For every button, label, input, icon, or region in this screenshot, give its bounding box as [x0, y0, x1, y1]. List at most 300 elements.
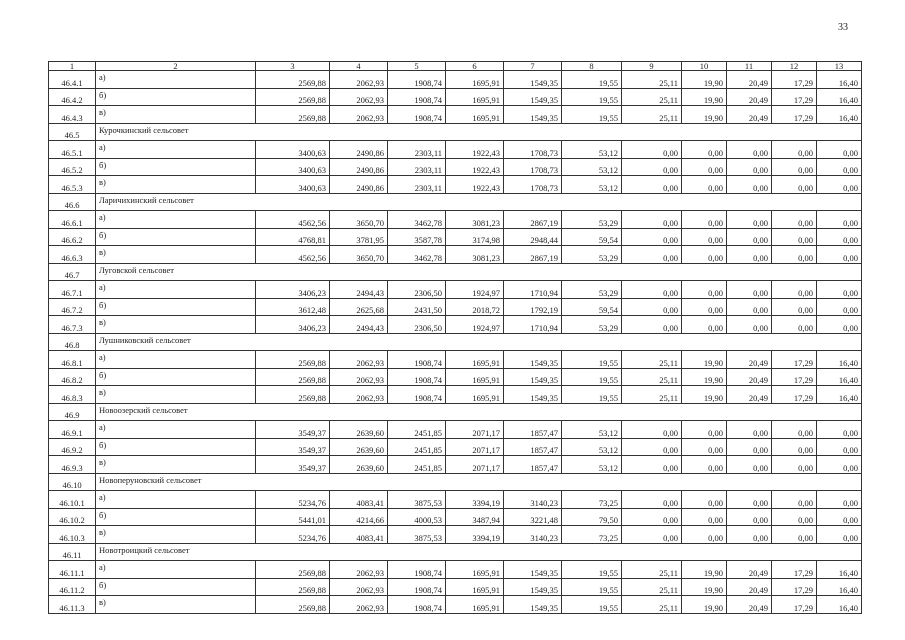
value-cell: 17,29: [772, 106, 817, 124]
section-row: [49, 543, 862, 561]
section-row: [49, 123, 862, 141]
value-cell: 2062,93: [330, 88, 388, 106]
section-id: 46.8: [49, 333, 96, 351]
value-cell: 0,00: [622, 491, 682, 509]
value-cell: 3587,78: [388, 228, 446, 246]
column-number-header: 9: [622, 62, 682, 71]
value-cell: 53,12: [562, 456, 622, 474]
row-id: 46.11.2: [49, 578, 96, 596]
value-cell: 53,29: [562, 211, 622, 229]
value-cell: 0,00: [682, 176, 727, 194]
value-cell: 19,55: [562, 351, 622, 369]
table-row: [49, 456, 862, 474]
value-cell: 1695,91: [446, 368, 504, 386]
table-row: [49, 351, 862, 369]
value-cell: 3081,23: [446, 246, 504, 264]
value-cell: 2451,85: [388, 438, 446, 456]
value-cell: 1922,43: [446, 141, 504, 159]
value-cell: 16,40: [817, 106, 862, 124]
value-cell: 1695,91: [446, 71, 504, 89]
value-cell: 17,29: [772, 386, 817, 404]
value-cell: 2306,50: [388, 281, 446, 299]
value-cell: 1908,74: [388, 88, 446, 106]
value-cell: 0,00: [622, 158, 682, 176]
row-id: 46.4.2: [49, 88, 96, 106]
value-cell: 2303,11: [388, 176, 446, 194]
row-id: 46.9.3: [49, 456, 96, 474]
value-cell: 16,40: [817, 368, 862, 386]
value-cell: 1695,91: [446, 88, 504, 106]
column-number-header: 1: [49, 62, 96, 71]
value-cell: 19,55: [562, 386, 622, 404]
value-cell: 0,00: [622, 228, 682, 246]
value-cell: 59,54: [562, 228, 622, 246]
row-label: б): [96, 158, 256, 176]
section-title: Новоперуновский сельсовет: [96, 473, 862, 491]
value-cell: 1908,74: [388, 596, 446, 614]
value-cell: 0,00: [817, 316, 862, 334]
value-cell: 16,40: [817, 578, 862, 596]
value-cell: 2431,50: [388, 298, 446, 316]
value-cell: 4214,66: [330, 508, 388, 526]
value-cell: 3406,23: [256, 281, 330, 299]
row-id: 46.6.1: [49, 211, 96, 229]
row-id: 46.10.2: [49, 508, 96, 526]
value-cell: 53,12: [562, 438, 622, 456]
row-id: 46.5.3: [49, 176, 96, 194]
value-cell: 4083,41: [330, 526, 388, 544]
section-id: 46.10: [49, 473, 96, 491]
value-cell: 0,00: [772, 281, 817, 299]
value-cell: 1695,91: [446, 596, 504, 614]
value-cell: 3174,98: [446, 228, 504, 246]
value-cell: 0,00: [682, 491, 727, 509]
table-row: [49, 438, 862, 456]
row-id: 46.6.3: [49, 246, 96, 264]
row-label: б): [96, 228, 256, 246]
value-cell: 1708,73: [504, 176, 562, 194]
row-label: а): [96, 71, 256, 89]
value-cell: 2490,86: [330, 141, 388, 159]
value-cell: 1549,35: [504, 578, 562, 596]
row-id: 46.5.1: [49, 141, 96, 159]
value-cell: 1908,74: [388, 368, 446, 386]
value-cell: 19,55: [562, 561, 622, 579]
column-number-header: 13: [817, 62, 862, 71]
table-row: [49, 106, 862, 124]
value-cell: 2948,44: [504, 228, 562, 246]
value-cell: 2639,60: [330, 456, 388, 474]
value-cell: 0,00: [817, 456, 862, 474]
row-id: 46.11.1: [49, 561, 96, 579]
value-cell: 4083,41: [330, 491, 388, 509]
table-row: [49, 141, 862, 159]
value-cell: 0,00: [772, 228, 817, 246]
value-cell: 0,00: [817, 211, 862, 229]
value-cell: 19,90: [682, 386, 727, 404]
value-cell: 2071,17: [446, 421, 504, 439]
value-cell: 25,11: [622, 578, 682, 596]
value-cell: 19,90: [682, 351, 727, 369]
value-cell: 2303,11: [388, 141, 446, 159]
value-cell: 19,55: [562, 596, 622, 614]
value-cell: 3549,37: [256, 438, 330, 456]
value-cell: 3781,95: [330, 228, 388, 246]
value-cell: 0,00: [727, 316, 772, 334]
value-cell: 4562,56: [256, 211, 330, 229]
value-cell: 0,00: [772, 508, 817, 526]
row-label: б): [96, 368, 256, 386]
value-cell: 2306,50: [388, 316, 446, 334]
value-cell: 0,00: [682, 508, 727, 526]
value-cell: 0,00: [622, 456, 682, 474]
value-cell: 53,12: [562, 176, 622, 194]
value-cell: 3875,53: [388, 491, 446, 509]
value-cell: 1708,73: [504, 141, 562, 159]
value-cell: 1857,47: [504, 438, 562, 456]
value-cell: 0,00: [682, 141, 727, 159]
value-cell: 3462,78: [388, 211, 446, 229]
value-cell: 16,40: [817, 596, 862, 614]
value-cell: 25,11: [622, 561, 682, 579]
value-cell: 20,49: [727, 71, 772, 89]
value-cell: 0,00: [682, 158, 727, 176]
value-cell: 16,40: [817, 88, 862, 106]
value-cell: 0,00: [682, 281, 727, 299]
row-id: 46.4.1: [49, 71, 96, 89]
value-cell: 2569,88: [256, 561, 330, 579]
table-row: [49, 386, 862, 404]
value-cell: 53,29: [562, 281, 622, 299]
value-cell: 0,00: [817, 228, 862, 246]
row-id: 46.7.3: [49, 316, 96, 334]
value-cell: 0,00: [727, 228, 772, 246]
section-title: Лушниковский сельсовет: [96, 333, 862, 351]
row-id: 46.8.1: [49, 351, 96, 369]
value-cell: 1695,91: [446, 106, 504, 124]
section-row: [49, 193, 862, 211]
section-row: [49, 333, 862, 351]
value-cell: 0,00: [727, 421, 772, 439]
value-cell: 25,11: [622, 386, 682, 404]
value-cell: 3140,23: [504, 526, 562, 544]
value-cell: 0,00: [622, 141, 682, 159]
row-label: в): [96, 176, 256, 194]
value-cell: 2569,88: [256, 386, 330, 404]
value-cell: 0,00: [622, 438, 682, 456]
value-cell: 25,11: [622, 596, 682, 614]
column-number-header: 8: [562, 62, 622, 71]
value-cell: 0,00: [622, 298, 682, 316]
section-id: 46.5: [49, 123, 96, 141]
value-cell: 5234,76: [256, 526, 330, 544]
table-row: [49, 421, 862, 439]
value-cell: 0,00: [622, 176, 682, 194]
value-cell: 17,29: [772, 71, 817, 89]
value-cell: 1924,97: [446, 281, 504, 299]
table-header-row: [49, 62, 862, 71]
value-cell: 1908,74: [388, 386, 446, 404]
value-cell: 3221,48: [504, 508, 562, 526]
page-number: 33: [838, 22, 848, 33]
table-row: [49, 578, 862, 596]
value-cell: 0,00: [772, 421, 817, 439]
value-cell: 25,11: [622, 71, 682, 89]
value-cell: 0,00: [727, 211, 772, 229]
value-cell: 19,55: [562, 71, 622, 89]
value-cell: 20,49: [727, 351, 772, 369]
row-id: 46.4.3: [49, 106, 96, 124]
section-id: 46.6: [49, 193, 96, 211]
row-label: б): [96, 88, 256, 106]
row-label: а): [96, 351, 256, 369]
value-cell: 2062,93: [330, 578, 388, 596]
value-cell: 0,00: [727, 456, 772, 474]
value-cell: 3400,63: [256, 141, 330, 159]
row-id: 46.5.2: [49, 158, 96, 176]
value-cell: 73,25: [562, 491, 622, 509]
value-cell: 19,90: [682, 561, 727, 579]
value-cell: 1695,91: [446, 386, 504, 404]
value-cell: 2569,88: [256, 368, 330, 386]
value-cell: 2062,93: [330, 368, 388, 386]
value-cell: 0,00: [817, 176, 862, 194]
row-id: 46.11.3: [49, 596, 96, 614]
value-cell: 3650,70: [330, 211, 388, 229]
value-cell: 0,00: [727, 526, 772, 544]
table-row: [49, 281, 862, 299]
value-cell: 53,29: [562, 316, 622, 334]
value-cell: 3549,37: [256, 421, 330, 439]
value-cell: 2494,43: [330, 316, 388, 334]
section-id: 46.11: [49, 543, 96, 561]
row-label: а): [96, 491, 256, 509]
row-label: б): [96, 298, 256, 316]
section-row: [49, 473, 862, 491]
column-number-header: 7: [504, 62, 562, 71]
value-cell: 0,00: [622, 281, 682, 299]
value-cell: 1908,74: [388, 106, 446, 124]
value-cell: 2867,19: [504, 211, 562, 229]
row-id: 46.8.3: [49, 386, 96, 404]
value-cell: 0,00: [682, 438, 727, 456]
table-row: [49, 526, 862, 544]
value-cell: 2062,93: [330, 596, 388, 614]
table-row: [49, 316, 862, 334]
value-cell: 2569,88: [256, 71, 330, 89]
value-cell: 4768,81: [256, 228, 330, 246]
value-cell: 2451,85: [388, 421, 446, 439]
row-id: 46.8.2: [49, 368, 96, 386]
value-cell: 3875,53: [388, 526, 446, 544]
value-cell: 1908,74: [388, 578, 446, 596]
row-label: в): [96, 106, 256, 124]
value-cell: 1708,73: [504, 158, 562, 176]
value-cell: 0,00: [622, 526, 682, 544]
value-cell: 20,49: [727, 106, 772, 124]
value-cell: 0,00: [772, 456, 817, 474]
row-id: 46.9.2: [49, 438, 96, 456]
value-cell: 1924,97: [446, 316, 504, 334]
tariff-table: [48, 61, 862, 614]
value-cell: 0,00: [772, 246, 817, 264]
value-cell: 0,00: [682, 211, 727, 229]
value-cell: 25,11: [622, 368, 682, 386]
value-cell: 3406,23: [256, 316, 330, 334]
value-cell: 0,00: [727, 491, 772, 509]
value-cell: 19,90: [682, 578, 727, 596]
value-cell: 0,00: [817, 246, 862, 264]
column-number-header: 10: [682, 62, 727, 71]
value-cell: 25,11: [622, 106, 682, 124]
value-cell: 2490,86: [330, 158, 388, 176]
row-label: б): [96, 438, 256, 456]
value-cell: 1695,91: [446, 578, 504, 596]
value-cell: 0,00: [772, 141, 817, 159]
value-cell: 4562,56: [256, 246, 330, 264]
value-cell: 2569,88: [256, 578, 330, 596]
table-row: [49, 596, 862, 614]
value-cell: 1549,35: [504, 386, 562, 404]
value-cell: 1549,35: [504, 596, 562, 614]
value-cell: 3140,23: [504, 491, 562, 509]
value-cell: 0,00: [817, 141, 862, 159]
value-cell: 2490,86: [330, 176, 388, 194]
value-cell: 2867,19: [504, 246, 562, 264]
value-cell: 79,50: [562, 508, 622, 526]
section-id: 46.7: [49, 263, 96, 281]
value-cell: 1908,74: [388, 71, 446, 89]
value-cell: 19,90: [682, 71, 727, 89]
row-label: б): [96, 508, 256, 526]
value-cell: 2062,93: [330, 351, 388, 369]
value-cell: 1922,43: [446, 158, 504, 176]
value-cell: 2569,88: [256, 88, 330, 106]
value-cell: 0,00: [727, 508, 772, 526]
section-row: [49, 403, 862, 421]
value-cell: 2569,88: [256, 106, 330, 124]
value-cell: 20,49: [727, 368, 772, 386]
value-cell: 1908,74: [388, 561, 446, 579]
value-cell: 20,49: [727, 386, 772, 404]
table-row: [49, 368, 862, 386]
value-cell: 53,12: [562, 421, 622, 439]
value-cell: 25,11: [622, 351, 682, 369]
value-cell: 19,55: [562, 88, 622, 106]
value-cell: 0,00: [622, 246, 682, 264]
value-cell: 17,29: [772, 596, 817, 614]
row-id: 46.7.2: [49, 298, 96, 316]
value-cell: 2625,68: [330, 298, 388, 316]
section-title: Луговской сельсовет: [96, 263, 862, 281]
value-cell: 0,00: [772, 491, 817, 509]
row-label: в): [96, 456, 256, 474]
value-cell: 0,00: [772, 316, 817, 334]
value-cell: 20,49: [727, 561, 772, 579]
value-cell: 16,40: [817, 71, 862, 89]
value-cell: 3081,23: [446, 211, 504, 229]
row-label: а): [96, 211, 256, 229]
value-cell: 3400,63: [256, 158, 330, 176]
value-cell: 1857,47: [504, 421, 562, 439]
table-row: [49, 176, 862, 194]
value-cell: 1695,91: [446, 561, 504, 579]
value-cell: 0,00: [682, 228, 727, 246]
value-cell: 53,29: [562, 246, 622, 264]
row-label: б): [96, 578, 256, 596]
value-cell: 17,29: [772, 561, 817, 579]
value-cell: 0,00: [727, 141, 772, 159]
value-cell: 19,90: [682, 368, 727, 386]
value-cell: 20,49: [727, 578, 772, 596]
value-cell: 20,49: [727, 596, 772, 614]
value-cell: 3394,19: [446, 491, 504, 509]
section-row: [49, 263, 862, 281]
column-number-header: 2: [96, 62, 256, 71]
section-id: 46.9: [49, 403, 96, 421]
value-cell: 0,00: [817, 508, 862, 526]
value-cell: 2071,17: [446, 456, 504, 474]
value-cell: 0,00: [622, 316, 682, 334]
value-cell: 0,00: [817, 281, 862, 299]
value-cell: 1549,35: [504, 561, 562, 579]
value-cell: 1549,35: [504, 71, 562, 89]
value-cell: 0,00: [772, 298, 817, 316]
value-cell: 0,00: [682, 298, 727, 316]
value-cell: 53,12: [562, 141, 622, 159]
value-cell: 0,00: [817, 298, 862, 316]
value-cell: 2569,88: [256, 596, 330, 614]
value-cell: 2018,72: [446, 298, 504, 316]
section-title: Ларичихинский сельсовет: [96, 193, 862, 211]
value-cell: 20,49: [727, 88, 772, 106]
value-cell: 1792,19: [504, 298, 562, 316]
value-cell: 25,11: [622, 88, 682, 106]
value-cell: 0,00: [682, 526, 727, 544]
value-cell: 17,29: [772, 368, 817, 386]
table-row: [49, 508, 862, 526]
table-row: [49, 211, 862, 229]
value-cell: 17,29: [772, 351, 817, 369]
row-label: а): [96, 141, 256, 159]
value-cell: 0,00: [817, 438, 862, 456]
table-row: [49, 561, 862, 579]
value-cell: 3549,37: [256, 456, 330, 474]
value-cell: 1549,35: [504, 368, 562, 386]
table-row: [49, 158, 862, 176]
value-cell: 2062,93: [330, 106, 388, 124]
section-title: Новоозерский сельсовет: [96, 403, 862, 421]
value-cell: 3462,78: [388, 246, 446, 264]
value-cell: 19,55: [562, 106, 622, 124]
value-cell: 0,00: [772, 438, 817, 456]
value-cell: 3650,70: [330, 246, 388, 264]
value-cell: 19,55: [562, 578, 622, 596]
value-cell: 2303,11: [388, 158, 446, 176]
value-cell: 1710,94: [504, 281, 562, 299]
value-cell: 19,90: [682, 596, 727, 614]
value-cell: 53,12: [562, 158, 622, 176]
row-label: а): [96, 281, 256, 299]
value-cell: 1922,43: [446, 176, 504, 194]
value-cell: 2062,93: [330, 386, 388, 404]
value-cell: 73,25: [562, 526, 622, 544]
row-label: а): [96, 421, 256, 439]
column-number-header: 4: [330, 62, 388, 71]
value-cell: 2639,60: [330, 438, 388, 456]
value-cell: 0,00: [727, 298, 772, 316]
row-label: в): [96, 316, 256, 334]
